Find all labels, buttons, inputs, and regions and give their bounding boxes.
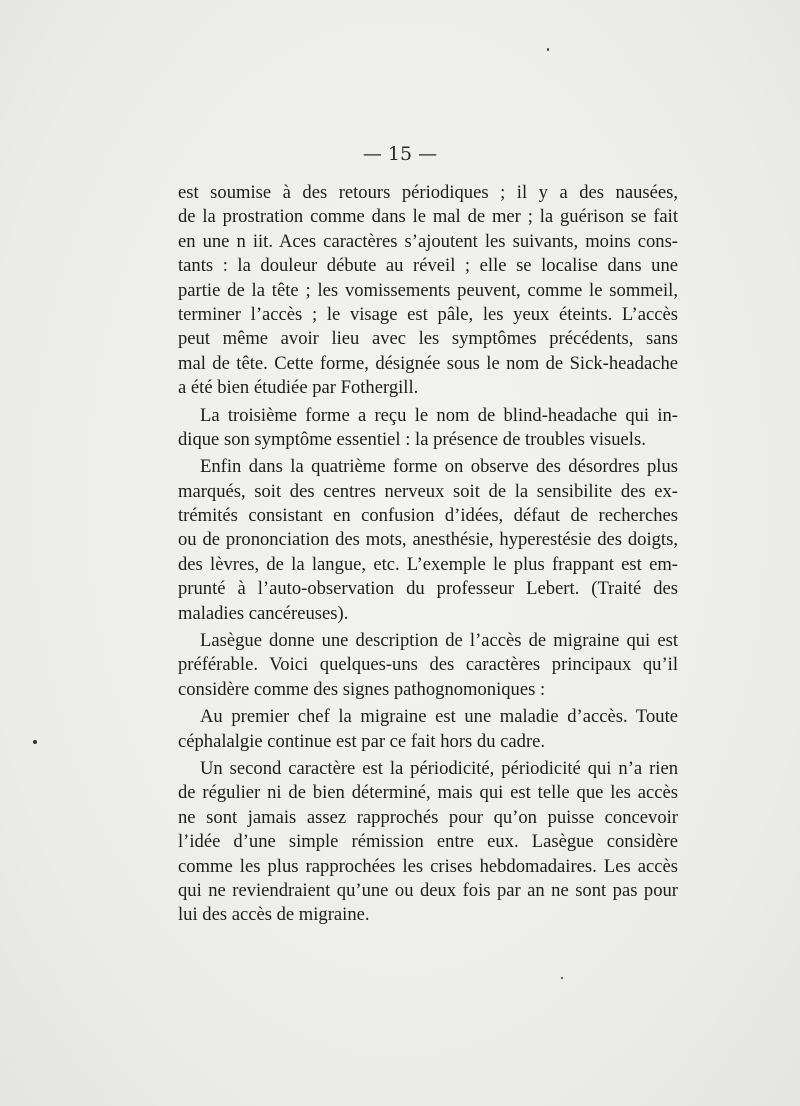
text-line: qui ne reviendraient qu’une ou deux fois par an ne sont pas pour [178, 879, 678, 901]
text-line: de la prostration comme dans le mal de mer ; la guérison se fait [178, 206, 678, 228]
body-text [178, 181, 678, 928]
text-line: prunté à l’auto-observation du professeur Lebert. (Traité des [178, 578, 678, 600]
text-line: de régulier ni de bien déterminé, mais qui est telle que les accès [178, 782, 678, 804]
ink-speck [561, 977, 563, 979]
text-line: ne sont jamais assez rapprochés pour qu’on puisse concevoir [178, 806, 678, 828]
ink-speck [547, 48, 549, 51]
text-line: marqués, soit des centres nerveux soit de la sensibilite des ex- [178, 480, 678, 502]
text-line: maladies cancéreuses). [178, 602, 349, 624]
text-line: lui des accès de migraine. [178, 904, 370, 926]
text-line: mal de tête. Cette forme, désignée sous le nom de Sick-headache [178, 352, 678, 374]
paragraph [178, 404, 678, 453]
paragraph [178, 629, 678, 702]
paragraph [178, 705, 678, 754]
text-line: préférable. Voici quelques-uns des caractères principaux qu’il [178, 654, 678, 676]
text-line: Au premier chef la migraine est une maladie d’accès. Toute [200, 706, 678, 728]
text-line: Lasègue donne une description de l’accès de migraine qui est [200, 630, 678, 652]
text-line: en une n iit. Aces caractères s’ajoutent les suivants, moins cons- [178, 230, 678, 252]
text-line: partie de la tête ; les vomissements peuvent, comme le sommeil, [178, 279, 678, 301]
text-line: comme les plus rapprochées les crises hebdomadaires. Les accès [178, 855, 678, 877]
text-line: dique son symptôme essentiel : la présence de troubles visuels. [178, 428, 646, 450]
text-line: tants : la douleur débute au réveil ; elle se localise dans une [178, 255, 678, 277]
text-line: trémités consistant en confusion d’idées, défaut de recherches [178, 505, 678, 527]
text-line: ou de prononciation des mots, anesthésie, hyperestésie des doigts, [178, 529, 678, 551]
text-line: considère comme des signes pathognomoniques : [178, 678, 546, 700]
text-line: terminer l’accès ; le visage est pâle, les yeux éteints. L’accès [178, 303, 678, 325]
text-line: peut même avoir lieu avec les symptômes précédents, sans [178, 328, 678, 350]
text-line: céphalalgie continue est par ce fait hors du cadre. [178, 730, 546, 752]
text-line: Un second caractère est la périodicité, périodicité qui n’a rien [200, 757, 678, 779]
text-line: La troisième forme a reçu le nom de blind-headache qui in- [200, 404, 678, 426]
text-line: a été bien étudiée par Fothergill. [178, 377, 419, 399]
text-line: Enfin dans la quatrième forme on observe des désordres plus [200, 456, 678, 478]
paragraph [178, 181, 678, 401]
paragraph [178, 757, 678, 928]
ink-speck [33, 740, 37, 744]
text-line: des lèvres, de la langue, etc. L’exemple le plus frappant est em- [178, 553, 678, 575]
paragraph [178, 455, 678, 626]
text-line: est soumise à des retours périodiques ; il y a des nausées, [178, 182, 678, 203]
page-number: — 15 — [362, 143, 438, 165]
text-line: l’idée d’une simple rémission entre eux. Lasègue considère [178, 831, 678, 853]
